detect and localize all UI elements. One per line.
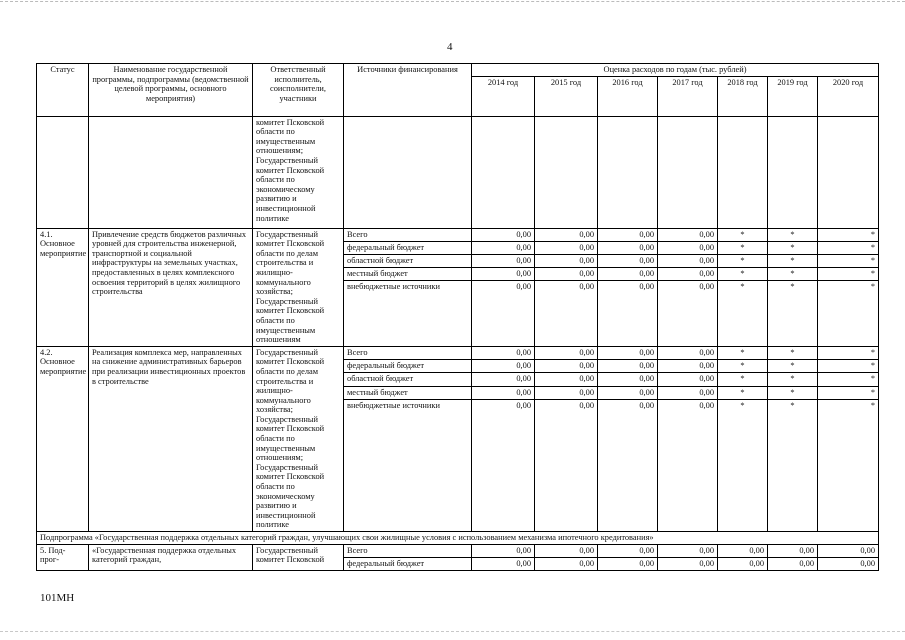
amount-cell: 0,00 xyxy=(472,280,535,346)
amount-cell: 0,00 xyxy=(598,241,658,254)
header-executor: Ответственный исполнитель, соисполнители, участники xyxy=(253,64,344,117)
amount-cell: * xyxy=(818,280,879,346)
source-label: Всего xyxy=(344,544,472,557)
measure-status: 4.1. Основное мероприятие xyxy=(37,228,89,346)
amount-cell: * xyxy=(718,346,768,359)
amount-cell: 0,00 xyxy=(658,544,718,557)
amount-cell: 0,00 xyxy=(658,360,718,373)
amount-cell: * xyxy=(768,400,818,532)
amount-cell: 0,00 xyxy=(535,241,598,254)
amount-cell: 0,00 xyxy=(658,400,718,532)
amount-cell: 0,00 xyxy=(598,544,658,557)
measure-executor: Государственный комитет Псковской области по делам строительства и жилищно-коммунального хозяйства; Государственный комитет Псковской области по имущественным отношениям xyxy=(253,228,344,346)
continuation-row xyxy=(37,116,879,228)
header-sources: Источники финансирования xyxy=(344,64,472,117)
source-label: внебюджетные источники xyxy=(344,400,472,532)
amount-cell: * xyxy=(768,373,818,386)
amount-cell: 0,00 xyxy=(598,267,658,280)
amount-cell: 0,00 xyxy=(535,228,598,241)
header-estimate: Оценка расходов по годам (тыс. рублей) xyxy=(472,64,879,77)
amount-cell: 0,00 xyxy=(472,346,535,359)
amount-cell: 0,00 xyxy=(658,254,718,267)
amount-cell: * xyxy=(718,280,768,346)
header-year: 2019 год xyxy=(768,76,818,116)
amount-cell: * xyxy=(818,400,879,532)
amount-cell: 0,00 xyxy=(658,241,718,254)
amount-cell: * xyxy=(818,228,879,241)
table-row xyxy=(37,228,879,241)
source-label: областной бюджет xyxy=(344,373,472,386)
amount-cell: * xyxy=(768,228,818,241)
amount-cell: * xyxy=(818,254,879,267)
header-row-1 xyxy=(37,64,879,77)
source-label: федеральный бюджет xyxy=(344,241,472,254)
header-year: 2020 год xyxy=(818,76,879,116)
amount-cell: * xyxy=(818,241,879,254)
subprogram-title: Подпрограмма «Государственная поддержка отдельных категорий граждан, улучшающих свои жилищные условия с использованием механизма ипотечного кредитования» xyxy=(37,532,879,545)
header-year: 2015 год xyxy=(535,76,598,116)
amount-cell: 0,00 xyxy=(535,544,598,557)
amount-cell: * xyxy=(818,267,879,280)
amount-cell: 0,00 xyxy=(768,557,818,570)
table-row xyxy=(37,544,879,557)
amount-cell: 0,00 xyxy=(658,346,718,359)
amount-cell: 0,00 xyxy=(818,557,879,570)
measure-name: Привлечение средств бюджетов различных уровней для строительства инженерной, транспортной и социальной инфраструктуры на земельных участках, предоставленных в целях комплексного освоения территорий в целях жилищного строительства xyxy=(89,228,253,346)
amount-cell: * xyxy=(818,386,879,399)
amount-cell: 0,00 xyxy=(535,386,598,399)
amount-cell: * xyxy=(818,346,879,359)
amount-cell: 0,00 xyxy=(535,346,598,359)
amount-cell: 0,00 xyxy=(472,228,535,241)
source-label: Всего xyxy=(344,346,472,359)
amount-cell: * xyxy=(768,386,818,399)
amount-cell: 0,00 xyxy=(535,557,598,570)
amount-cell: 0,00 xyxy=(535,400,598,532)
header-year: 2016 год xyxy=(598,76,658,116)
amount-cell: 0,00 xyxy=(472,557,535,570)
amount-cell: * xyxy=(768,241,818,254)
budget-table xyxy=(36,63,879,571)
amount-cell: 0,00 xyxy=(535,254,598,267)
amount-cell: * xyxy=(718,386,768,399)
amount-cell: * xyxy=(718,254,768,267)
amount-cell: 0,00 xyxy=(598,346,658,359)
measure-status: 4.2. Основное мероприятие xyxy=(37,346,89,531)
amount-cell: 0,00 xyxy=(598,386,658,399)
amount-cell: 0,00 xyxy=(535,373,598,386)
continuation-executor: комитет Псковской области по имущественным отношениям; Государственный комитет Псковской области по экономическому развитию и инвестиционной политике xyxy=(253,116,344,228)
source-label: федеральный бюджет xyxy=(344,557,472,570)
amount-cell: 0,00 xyxy=(535,280,598,346)
amount-cell: * xyxy=(718,360,768,373)
amount-cell: 0,00 xyxy=(768,544,818,557)
amount-cell: * xyxy=(768,346,818,359)
scan-edge-bottom xyxy=(0,631,905,632)
amount-cell: 0,00 xyxy=(598,280,658,346)
amount-cell: 0,00 xyxy=(472,241,535,254)
source-label: внебюджетные источники xyxy=(344,280,472,346)
amount-cell: 0,00 xyxy=(598,400,658,532)
amount-cell: 0,00 xyxy=(718,544,768,557)
subprogram-name: «Государственная поддержка отдельных категорий граждан, xyxy=(89,544,253,570)
amount-cell: * xyxy=(768,360,818,373)
measure-executor: Государственный комитет Псковской области по делам строительства и жилищно-коммунального хозяйства; Государственный комитет Псковской области по имущественным отношениям; Государственный комитет Псковской области по экономическому развитию и инвестиционной политике xyxy=(253,346,344,531)
amount-cell: 0,00 xyxy=(598,557,658,570)
amount-cell: 0,00 xyxy=(598,360,658,373)
amount-cell: * xyxy=(718,267,768,280)
amount-cell: * xyxy=(718,400,768,532)
amount-cell: 0,00 xyxy=(658,386,718,399)
amount-cell: * xyxy=(768,280,818,346)
amount-cell: 0,00 xyxy=(472,544,535,557)
header-name: Наименование государственной программы, подпрограммы (ведомственной целевой программы, основного мероприятия) xyxy=(89,64,253,117)
amount-cell: * xyxy=(768,267,818,280)
header-status: Статус xyxy=(37,64,89,117)
table-row xyxy=(37,346,879,359)
subprogram-executor: Государственный комитет Псковской xyxy=(253,544,344,570)
source-label: областной бюджет xyxy=(344,254,472,267)
amount-cell: * xyxy=(718,373,768,386)
amount-cell: 0,00 xyxy=(472,267,535,280)
amount-cell: 0,00 xyxy=(658,557,718,570)
amount-cell: 0,00 xyxy=(535,267,598,280)
amount-cell: 0,00 xyxy=(598,373,658,386)
header-year: 2017 год xyxy=(658,76,718,116)
amount-cell: 0,00 xyxy=(472,254,535,267)
source-label: местный бюджет xyxy=(344,267,472,280)
amount-cell: 0,00 xyxy=(535,360,598,373)
source-label: местный бюджет xyxy=(344,386,472,399)
subprogram-status: 5. Под- прог- xyxy=(37,544,89,570)
amount-cell: * xyxy=(718,228,768,241)
amount-cell: 0,00 xyxy=(472,373,535,386)
amount-cell: 0,00 xyxy=(472,386,535,399)
amount-cell: * xyxy=(818,373,879,386)
header-year: 2018 год xyxy=(718,76,768,116)
source-label: Всего xyxy=(344,228,472,241)
amount-cell: 0,00 xyxy=(718,557,768,570)
amount-cell: * xyxy=(768,254,818,267)
amount-cell: 0,00 xyxy=(658,373,718,386)
subprogram-title-row xyxy=(37,532,879,545)
footer-code: 101МН xyxy=(40,592,75,604)
source-label: федеральный бюджет xyxy=(344,360,472,373)
amount-cell: 0,00 xyxy=(598,254,658,267)
amount-cell: 0,00 xyxy=(658,280,718,346)
amount-cell: 0,00 xyxy=(818,544,879,557)
measure-name: Реализация комплекса мер, направленных на снижение административных барьеров при реализации инвестиционных проектов в строительстве xyxy=(89,346,253,531)
page-number: 4 xyxy=(447,41,453,53)
amount-cell: 0,00 xyxy=(472,400,535,532)
amount-cell: 0,00 xyxy=(658,267,718,280)
header-year: 2014 год xyxy=(472,76,535,116)
scan-edge-top xyxy=(0,1,905,2)
amount-cell: 0,00 xyxy=(658,228,718,241)
amount-cell: * xyxy=(718,241,768,254)
amount-cell: 0,00 xyxy=(472,360,535,373)
amount-cell: 0,00 xyxy=(598,228,658,241)
amount-cell: * xyxy=(818,360,879,373)
